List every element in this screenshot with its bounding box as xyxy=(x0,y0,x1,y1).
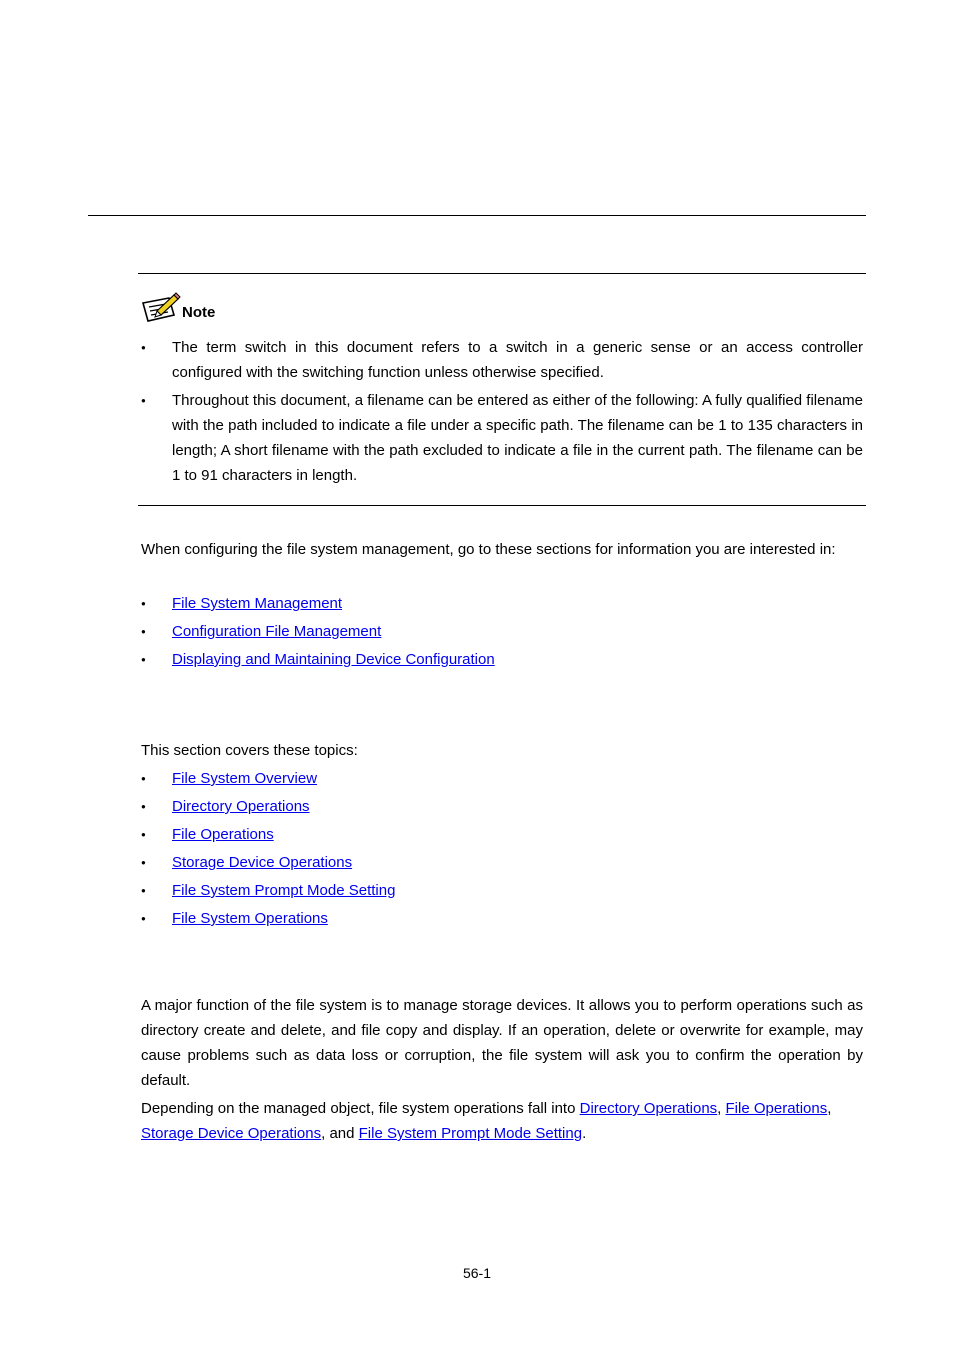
note-label: Note xyxy=(182,304,216,321)
link-file-operations[interactable]: File Operations xyxy=(172,826,274,843)
list-item xyxy=(141,766,863,791)
page-number: 56-1 xyxy=(462,1265,492,1281)
link-file-system-operations[interactable]: File System Operations xyxy=(172,910,328,927)
list-item xyxy=(141,591,863,616)
sentence-end: . xyxy=(582,1125,587,1142)
list-item xyxy=(141,822,863,847)
link-file-system-prompt-mode-setting[interactable]: File System Prompt Mode Setting xyxy=(172,882,396,899)
overview-paragraph: A major function of the file system is to manage storage devices. It allows you to perform operations such as directory create and delete, and file copy and display. If an operation, delete or overwrite for example, may cause problems such as data loss or corruption, the file system will ask you to confirm the operation by default. xyxy=(141,997,863,1089)
list-item xyxy=(141,647,863,672)
link-file-system-management[interactable]: File System Management xyxy=(172,595,343,612)
link-file-system-prompt-mode-setting-inline[interactable]: File System Prompt Mode Setting xyxy=(358,1125,583,1142)
note-item: ● The term switch in this document refers to a switch in a generic sense or an access controller configured with the switching function unless otherwise specified. xyxy=(141,335,863,385)
list-item xyxy=(141,619,863,644)
separator: , xyxy=(717,1100,726,1117)
note-item: ● Throughout this document, a filename can be entered as either of the following: A fully qualified filename with the path included to indicate a file under a specific path. The filename can be 1 to 135 characters in length; A short filename with the path excluded to indicate a file in the current path. The filename can be 1 to 91 characters in length. xyxy=(141,388,863,488)
note-top-rule xyxy=(138,273,866,274)
separator: , and xyxy=(321,1125,359,1142)
section-intro: This section covers these topics: xyxy=(141,742,358,759)
list-item xyxy=(141,878,863,903)
operations-prefix: Depending on the managed object, file system operations fall into xyxy=(141,1100,580,1117)
intro-link-list xyxy=(141,591,863,675)
separator: , xyxy=(827,1100,832,1117)
list-item xyxy=(141,906,863,931)
link-displaying-maintaining-device-configuration[interactable]: Displaying and Maintaining Device Configuration xyxy=(172,651,495,668)
note-header xyxy=(141,291,281,325)
link-file-operations-inline[interactable]: File Operations xyxy=(725,1100,828,1117)
pencil-notepad-icon xyxy=(141,291,181,323)
link-directory-operations[interactable]: Directory Operations xyxy=(172,798,310,815)
note-bottom-rule xyxy=(138,505,866,506)
top-horizontal-rule xyxy=(88,215,866,216)
link-directory-operations-inline[interactable]: Directory Operations xyxy=(579,1100,718,1117)
operations-paragraph xyxy=(141,1096,869,1146)
list-item xyxy=(141,850,863,875)
link-configuration-file-management[interactable]: Configuration File Management xyxy=(172,623,382,640)
list-item xyxy=(141,794,863,819)
link-file-system-overview[interactable]: File System Overview xyxy=(172,770,318,787)
link-storage-device-operations-inline[interactable]: Storage Device Operations xyxy=(141,1125,322,1142)
note-list xyxy=(141,335,863,491)
topics-link-list xyxy=(141,766,863,934)
link-storage-device-operations[interactable]: Storage Device Operations xyxy=(172,854,353,871)
intro-paragraph: When configuring the file system management, go to these sections for information you are interested in: xyxy=(141,541,836,558)
